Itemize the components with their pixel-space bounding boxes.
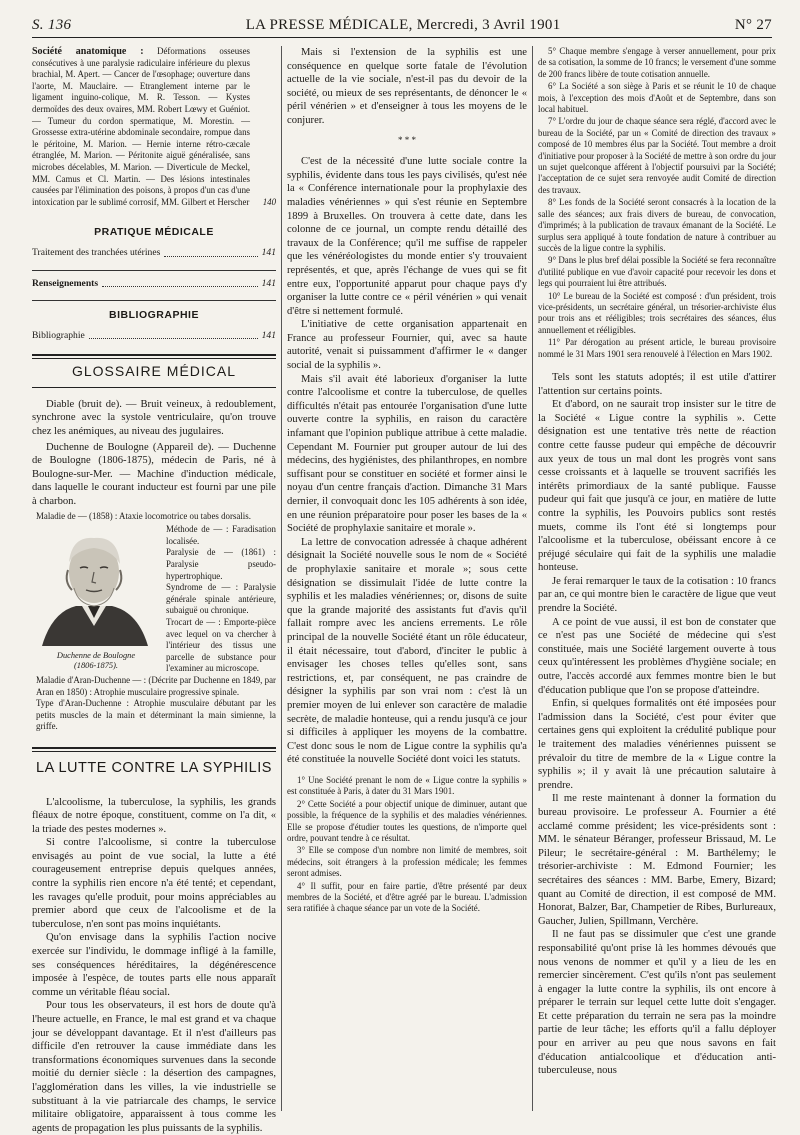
statute-article: 1° Une Société prenant le nom de « Ligue contre la syphilis » est constituée à Paris, à dater du 31 Mars 1901. xyxy=(287,774,527,797)
statute-article: 4° Il suffit, pour en faire partie, d'être présenté par deux membres de la Société, et d'être agréé par le bureau. L'admission sera ratifiée à chaque séance par un vote de la Société. xyxy=(287,880,527,914)
statute-article: 10° Le bureau de la Société est composé : d'un président, trois vice-présidents, un secrétaire général, un trésorier-archiviste élus pour trois ans et rééligibles; trois secrétaires des séances, élus annuellement et rééligibles. xyxy=(538,290,776,335)
statute-article: 7° L'ordre du jour de chaque séance sera réglé, d'accord avec le bureau de la Société, par un « Comité de direction des travaux » composé de 10 membres élus par la Société. Tout membre a droit d'initiative pour proposer à la Société de mettre à son ordre du jour un sujet quelconque afférent à l'objectif poursuivi par la Société; l'acceptation de ce sujet sera renvoyée audit Comité de direction des travaux. xyxy=(538,116,776,195)
glossary-entry: Type d'Aran-Duchenne : Atrophie musculaire débutant par les petits muscles de la main et déterminant la main simienne, la griffe. xyxy=(36,698,276,732)
section-title-bibliographie: BIBLIOGRAPHIE xyxy=(109,309,199,322)
glossary-entry: Syndrome de — : Paralysie générale spinale antérieure, subaiguë ou chronique. xyxy=(166,582,276,616)
column-left xyxy=(32,46,276,1135)
glossary-entry: Trocart de — : Emporte-pièce avec lequel on va chercher à l'intérieur des tissus une parcelle de substance pour l'examiner au microscope. xyxy=(166,616,276,674)
statute-article: 9° Dans le plus bref délai possible la Société se fera reconnaître d'utilité publique en vue d'avoir capacité pour recevoir les dons et legs qui pourraient lui être attribués. xyxy=(538,255,776,289)
article-paragraph: Mais s'il avait été laborieux d'organiser la lutte contre l'alcoolisme et contre la tuberculose, de quelles difficultés n'était pas entourée l'organisation d'une lutte ouverte contre la syphilis, en raison du caractère infamant que l'opinion publique attribue à cette maladie. Cependant M. Fournier put grouper autour de lui des médecins, des hygiénistes, des philanthropes, en nombre suffisant pour se constituer en société et former ainsi le noyau d'un centre français d'action. Dimanche 31 Mars dernier, il convoquait donc les 105 adhérents à son idée, en une réunion préparatoire pour poser les bases de la « Société de prophylaxie sanitaire et morale ». xyxy=(287,373,527,535)
statute-article: 6° La Société a son siège à Paris et se réunit le 10 de chaque mois, à l'exception des mois d'Août et de Septembre, dans son local habituel. xyxy=(538,81,776,115)
toc-line: Traitement des tranchées utérines 141 xyxy=(32,246,276,258)
statute-article: 2° Cette Société a pour objectif unique de diminuer, autant que possible, la fréquence de la syphilis et des maladies vénériennes. Elle se propose d'étudier toutes les questions, de n'importe quel ordre, pouvant tendre à ce résultat. xyxy=(287,798,527,843)
glossary-entry: Maladie de — (1858) : Ataxie locomotrice ou tabes dorsalis. xyxy=(36,510,251,521)
article-title: LA LUTTE CONTRE LA SYPHILIS xyxy=(36,759,272,776)
statute-article: 11° Par dérogation au présent article, le bureau provisoire nommé le 31 Mars 1901 sera renouvelé à l'élection en Mars 1902. xyxy=(538,337,776,359)
article-paragraph: A ce point de vue aussi, il est bon de constater que ce n'est pas une Société de médecine qui s'est constituée, mais une Société largement ouverte à tous ceux qu'intéressent les problèmes d'hygiène sociale; en outre, l'accès accordé aux femmes montre bien le but d'éducation publique que l'on se propose d'atteindre. xyxy=(538,616,776,696)
article-paragraph: Qu'on envisage dans la syphilis l'action nocive exercée sur l'individu, le dommage infligé à la famille, ses conséquences héréditaires, la dégénérescence imposée à l'espèce, de toutes parts elle nous apparaît comme un véritable fléau social. xyxy=(32,932,276,998)
toc-societe-anatomique: Société anatomique : Déformations osseuses consécutives à une paralysie radiculaire inférieure du plexus brachial, M. Apert. — Cancer de l'œsophage; ouverture dans l'aorte, M. Mauclaire. — Etranglement interne par le ligament inguino-colique, M. R. Tesson. — Kystes dermoïdes des deux ovaires, MM. Robert Lœwy et Guéniot. — Tumeur du cordon spermatique, M. Morestin. — Grossesse extra-utérine abdominale secondaire, rompue dans le péritoine, M. Marion. — Hernie interne rétro-cæcale étranglée, M. Marion. — Péritonite aiguë généralisée, sans microbes décelables, M. Marion. — Diverticule de Meckel, MM. Camus et Cl. Martin. — Des lésions intestinales causées par l'élimination des poisons, à propos d'un cas d'une intoxication par le sublimé corrosif, MM. Gilbert et Herscher 140 xyxy=(32,46,276,207)
article-paragraph: Enfin, si quelques formalités ont été imposées pour l'admission dans la Société, c'est pour éviter que certaines gens qui exploitent la crédulité publique pour le traitement des maladies vénériennes puissent se prévaloir du titre de membre de la « Ligue contre la syphilis »; il y avait là une précaution salutaire à prendre. xyxy=(538,698,776,791)
toc-line: Bibliographie 141 xyxy=(32,329,276,341)
article-paragraph: Il me reste maintenant à donner la formation du bureau provisoire. Le professeur A. Fournier a été acclamé comme président; les vice-présidents sont : MM. le sénateur Béranger, professeur Brissaud, M. Le Pileur; le secrétaire-général : M. Barthélemy; le trésorier-archiviste : M. Edmond Fournier; les secrétaires des séances : MM. Barbe, Emery, Bizard; quant au Comité de direction, il est composé de MM. Honorat, Balzer, Bar, Champetier de Ribes, Burlureaux, Gaucher, Julien, Spillmann, Verchère. xyxy=(538,793,776,927)
glossary-entry: Maladie d'Aran-Duchenne — : (Décrite par Duchenne en 1849, par Aran en 1850) : Atrophie musculaire progressive spinale. xyxy=(36,674,276,697)
glossary-entry: Paralysie de — (1861) : Paralysie pseudo-hypertrophique. xyxy=(166,547,276,581)
glossary-entry: Méthode de — : Faradisation localisée. xyxy=(166,524,276,546)
duchenne-portrait-image xyxy=(32,526,156,646)
article-paragraph: Et d'abord, on ne saurait trop insister sur le titre de la Société « Ligue contre la syphilis ». Cette désignation est une tentative très nette de réaction contre cette fausse pudeur qui empêche de découvrir aux yeux de tous un mal dont les progrès vont sans cesse croissants et à laquelle se trouvent sacrifiés les intérêts primordiaux de la santé publique. Fausse pudeur qui fait que jusqu'à ce jour, en matière de lutte contre la syphilis, les Pouvoirs publics sont restés muets, comme ils l'ont été si longtemps pour l'alcoolisme et la tuberculose, obéissant encore à ce préjugé séculaire qui fait de la syphilis une maladie honteuse. xyxy=(538,399,776,574)
page-number: S. 136 xyxy=(32,17,72,33)
column-divider xyxy=(532,46,533,1111)
page-header xyxy=(32,10,772,38)
article-paragraph: Tels sont les statuts adoptés; il est utile d'attirer l'attention sur certains points. xyxy=(538,371,776,397)
toc-page-number: 140 xyxy=(262,196,276,207)
column-middle xyxy=(287,46,527,916)
portrait-caption: Duchenne de Boulogne (1806-1875). xyxy=(56,650,136,670)
article-paragraph: Pour tous les observateurs, il est hors de doute qu'à l'heure actuelle, en France, le mal est grand et va chaque jour se développant davantage. Et il n'est d'ailleurs pas difficile d'en retrouver la cause immédiate dans les transformations économiques survenues dans la seconde moitié du dernier siècle : la désertion des campagnes, l'agglomération dans les villes, la vie industrielle se substituant à la vie patriarcale des champs, le service militaire obligatoire, apparaissent à tous comme les agents de propagation les plus puissants de la syphilis. xyxy=(32,1000,276,1134)
section-title-pratique: PRATIQUE MÉDICALE xyxy=(94,226,214,239)
section-separator: * * * xyxy=(398,134,416,145)
statute-article: 8° Les fonds de la Société seront consacrés à la location de la salle des séances; aux frais divers de bureau, de convocation, d'imprimés; à la publication de travaux émanant de la Société. Le surplus sera appliqué à toute fondation de nature à contribuer au succès de la ligue contre la syphilis. xyxy=(538,197,776,253)
article-paragraph: Si contre l'alcoolisme, si contre la tuberculose envisagés au point de vue social, la lutte a été courageusement entreprise depuis quelques années, contre la syphilis rien encore n'a été tenté; et cependant, les ravages qu'elle produit, pour moins appréciables au premier abord que ceux de l'alcoolisme et de la tuberculose, n'en sont pas moins inquiétants. xyxy=(32,837,276,930)
glossary-entry: Duchenne de Boulogne (Appareil de). — Duchenne de Boulogne (1806-1875), médecin de Paris, né à Boulogne-sur-Mer. — Machine d'induction médicale, dans laquelle le courant inducteur est fourni par une pile à charbon. xyxy=(32,441,276,508)
glossaire-title: GLOSSAIRE MÉDICAL xyxy=(71,363,237,380)
column-right xyxy=(538,46,776,1078)
article-paragraph: C'est de la nécessité d'une lutte sociale contre la syphilis, évidente dans tous les pays civilisés, qu'est née la « Conférence internationale pour la prophylaxie des maladies vénériennes » qui s'est réunie en Septembre 1899 à Bruxelles. On trouvera à cette date, dans les colonne de ce journal, un compte rendu détaillé des travaux de la Conférence; qu'il me suffise de rappeler que les vénéréologistes du monde entier s'y trouvaient représentés, et que, après l'échange de vues qui se fit entre eux, l'opportunité apparut pour chaque pays d'y organiser la lutte contre ce « péril vénérien » qui venait d'être si nettement formulé. xyxy=(287,156,527,317)
toc-line: Renseignements 141 xyxy=(32,277,276,289)
issue-number: N° 27 xyxy=(734,17,772,33)
statute-article: 5° Chaque membre s'engage à verser annuellement, pour prix de sa cotisation, la somme de 10 francs; le versement d'une somme de 200 francs libère de toute cotisation annuelle. xyxy=(538,46,776,79)
statute-article: 3° Elle se compose d'un nombre non limité de membres, soit médecins, soit étrangers à la profession médicale; les femmes seront admises. xyxy=(287,845,527,879)
article-paragraph: Mais si l'extension de la syphilis est une conséquence en quelque sorte fatale de l'évolution actuelle de la vie sociale, n'est-il pas du devoir de la société, ou mieux de ses représentants, de dénoncer le « péril vénérien » et d'enseigner à tous les moyens de le conjurer. xyxy=(287,47,527,126)
article-paragraph: Il ne faut pas se dissimuler que c'est une grande responsabilité qu'ont prise là les hommes dévoués que nous venons de nommer et qu'il y a lieu de les en remercier sincèrement. C'est qu'ils n'ont pas seulement à engager la lutte contre la syphilis, ils ont encore à préparer le terrain sur lequel cette lutte doit s'engager. Et cette préparation du terrain ne sera pas la moindre partie de leur tâche; les efforts qu'il a fallu déployer pour en arriver au peu que nous savons en fait d'éducation antialcoolique et d'éducation anti-tuberculeuse, nous xyxy=(538,929,776,1077)
article-paragraph: L'alcoolisme, la tuberculose, la syphilis, les grands fléaux de notre époque, constituent, comme on l'a dit, « la triade des pestes modernes ». xyxy=(32,796,276,835)
journal-title: LA PRESSE MÉDICALE, Mercredi, 3 Avril 1901 xyxy=(245,17,561,33)
glossary-entry: Diable (bruit de). — Bruit veineux, à redoublement, synchrone avec la systole ventriculaire, qu'on trouve chez les anémiques, au niveau des jugulaires. xyxy=(32,398,276,438)
portrait-figure xyxy=(32,526,160,671)
article-paragraph: L'initiative de cette organisation appartenait en France au professeur Fournier, qui, avec sa haute autorité, venait si puissamment d'affirmer le « danger social de la syphilis ». xyxy=(287,319,527,372)
article-paragraph: La lettre de convocation adressée à chaque adhérent désignait la Société nouvelle sous le nom de « Société de prophylaxie sanitaire et morale »; sous cette désignation se dissimulait l'idée de lutte contre la syphilis et les maladies vénériennes; or, disons de suite que la grande majorité des assistants fut d'avis qu'il fallait rompre avec les anciens errements. Le rôle principal de la nouvelle Société étant un rôle éducateur, il était nécessaire, tout d'abord, d'inciter le public à envisager les choses telles qu'elles sont, sans restrictions, et, par conséquent, ne pas craindre de désigner la syphilis par son vrai nom : c'est là un premier moyen de lui enlever son caractère de maladie secrète, de maladie honteuse, qui a rendu jusqu'à ce jour si difficiles à appliquer les moyens de la combattre. C'est donc sous le nom de Ligue contre la syphilis qu'a été constituée la nouvelle Société dont voici les statuts. xyxy=(287,536,527,766)
column-divider xyxy=(281,46,282,1111)
article-paragraph: Je ferai remarquer le taux de la cotisation : 10 francs par an, ce qui montre bien le caractère de ligue que veut prendre la Société. xyxy=(538,575,776,615)
